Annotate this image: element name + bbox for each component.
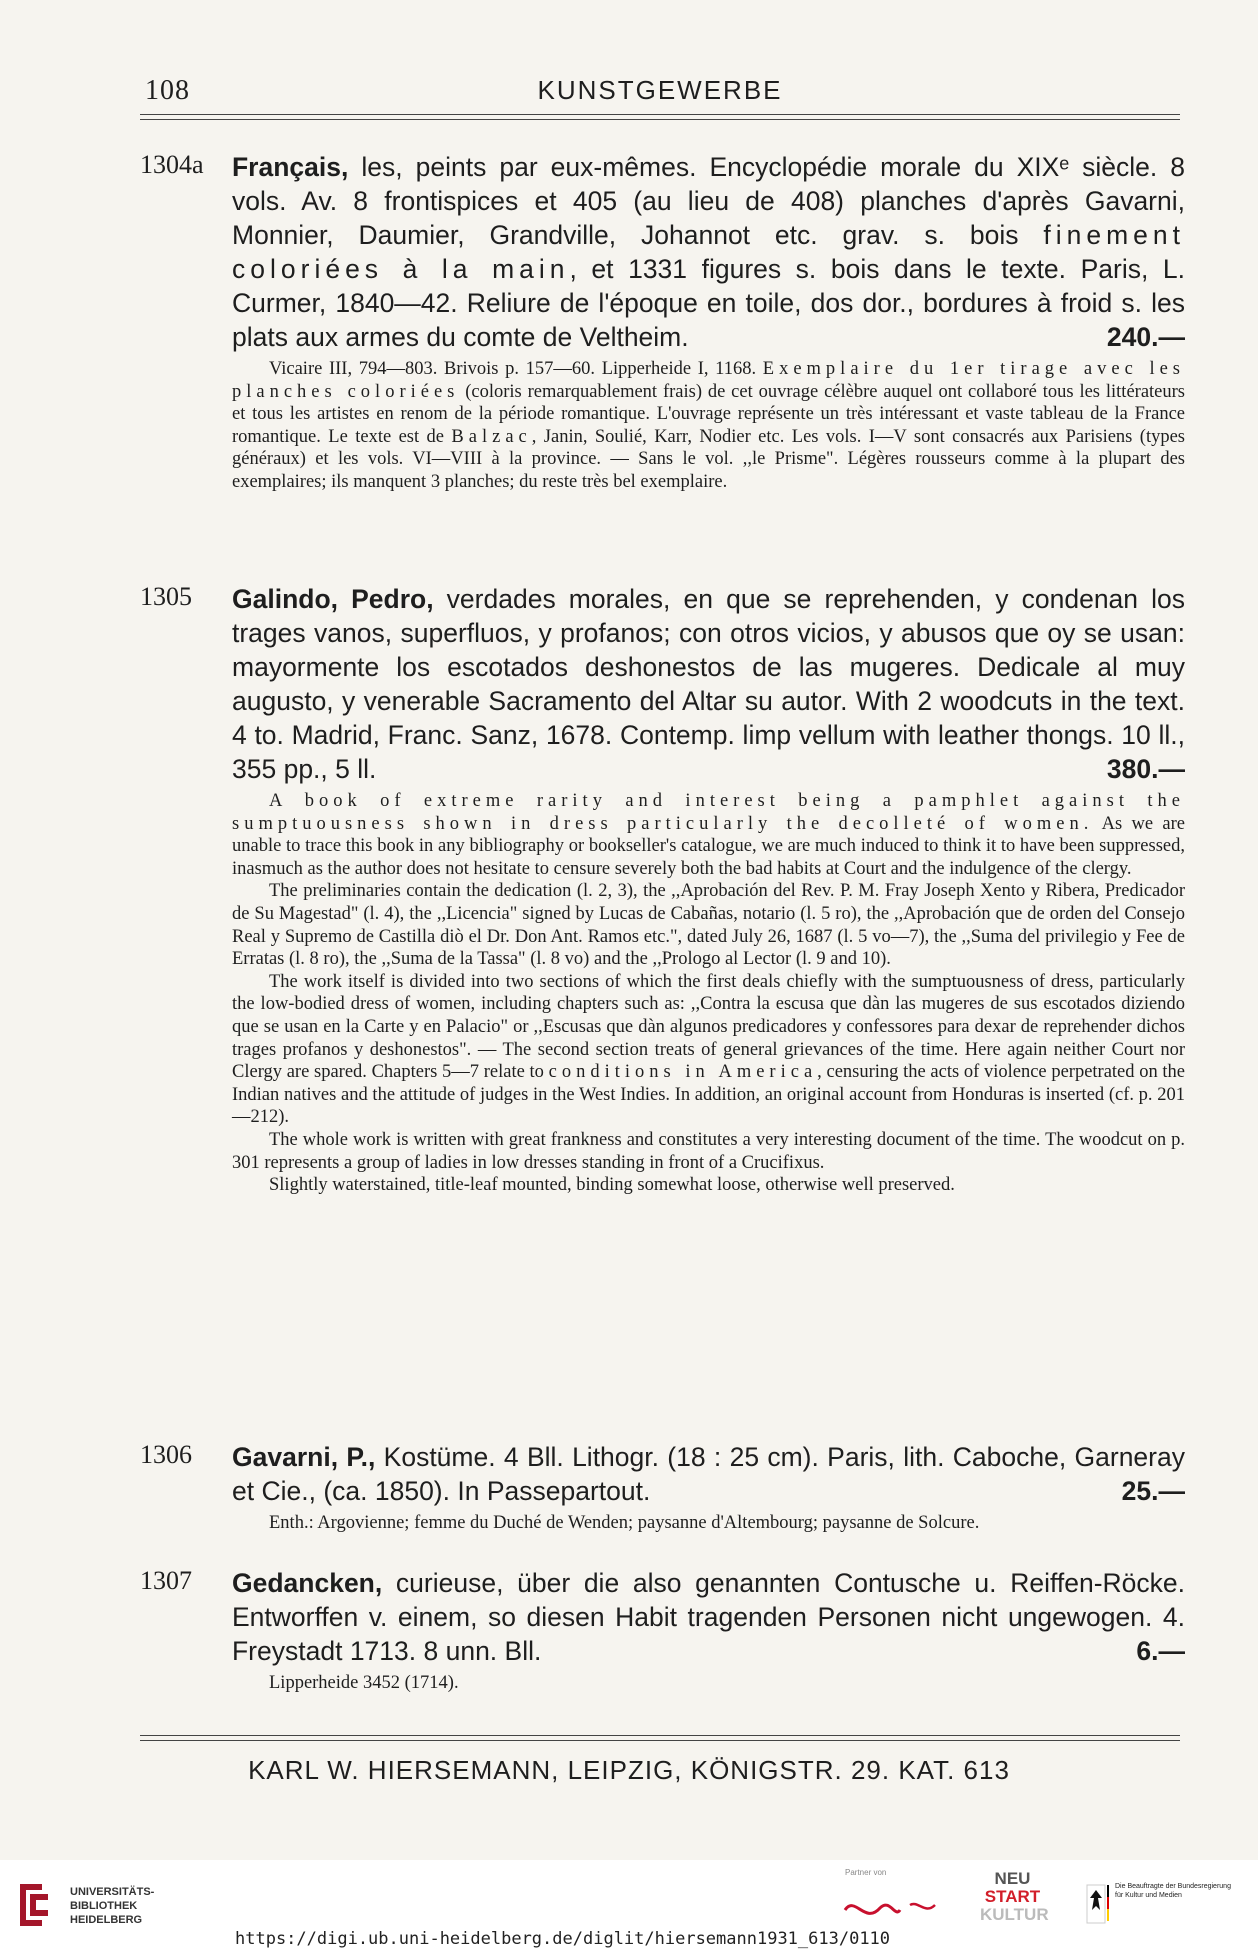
entry-author: Français, [232, 152, 349, 182]
note-text: , Janin, Soulié, Karr, Nodier etc. Les vols. I—V sont consacrés aux Parisiens (types généraux) et les vols. VI—VIII à la province. — Sans le vol. ,,le Prisme". Légères rousseurs comme à la plupart des exemplaires; ils manquent 3 planches; du reste très bel exemplaire. [232, 426, 1185, 492]
entry-author: Gavarni, P., [232, 1442, 376, 1472]
running-title: KUNSTGEWERBE [537, 75, 783, 105]
entry-1304a [140, 150, 1185, 494]
entry-description [232, 150, 1185, 354]
note-paragraph: Slightly waterstained, title-leaf mounted, binding somewhat loose, otherwise well preserved. [269, 1175, 955, 1196]
entry-text: verdades morales, en que se reprehenden, y condenan los trages vanos, superfluos, y profanos; con otros vicios, y abusos que oy se usan: mayormente los escotados deshonestos de las mugeres. Dedicale al muy augusto, y venerable Sacramento del Altar su autor. With 2 woodcuts in the text. 4 to. Madrid, Franc. Sanz, 1678. Contemp. limp vellum with leather thongs. 10 ll., 355 pp., 5 ll. [232, 584, 1186, 784]
note-text-spaced: conditions in America [548, 1062, 818, 1083]
entry-note [232, 1512, 1185, 1535]
note-text: As we are unable to trace this book in any bibliography or bookseller's catalogue, we are much induced to think it to have been suppressed, inasmuch as the author does not hesitate to censure severely both the bad habits at Court and the indulgence of the clergy. [232, 813, 1185, 879]
entry-note [232, 1672, 1185, 1695]
entry-text-spaced: finement coloriées à la main [232, 220, 1185, 284]
note-paragraph: Enth.: Argovienne; femme du Duché de Wenden; paysanne d'Altembourg; paysanne de Solcure. [269, 1513, 980, 1533]
entry-author: Gedancken, [232, 1568, 383, 1598]
footer-rule [140, 1735, 1180, 1741]
note-text-spaced: A book of extreme rarity and interest being a pamphlet against the sumptuousness shown in dress particularly the decolleté of women. [232, 791, 1185, 834]
entry-description [232, 582, 1185, 786]
note-text: The work itself is divided into two sections of which the first deals chiefly with the sumptuousness of dress, particularly the low-bodied dress of women, including chapters such as: ,,Contra la escusa que dàn las mugeres de sus escotados diziendo que se usan en la Carte y en Palacio" or ,,Escusas que dàn algunos predicadores y confessores para dexar de reprehender dichos trages profanos y deshonestos". — The second section treats of general grievances of the time. Here again neither Court nor Clergy are spared. Chapters 5—7 relate to [232, 971, 1185, 1083]
entry-text: les, peints par eux-mêmes. Encyclopédie morale du XIXᵉ siècle. 8 vols. Av. 8 frontispices et 405 (au lieu de 408) planches d'après Gavarni, Monnier, Daumier, Grandville, Johannot etc. grav. s. bois [232, 152, 1185, 250]
entry-price: 380.— [1106, 754, 1185, 784]
entry-text: , et 1331 figures s. bois dans le texte. Paris, L. Curmer, 1840—42. Reliure de l'époque en toile, dos dor., bordures à froid s. les plats aux armes du comte de Veltheim. [232, 254, 1185, 352]
entry-number: 1307 [140, 1566, 192, 1595]
note-text-spaced: Exemplaire du 1er tirage avec les planches coloriées [232, 359, 1185, 402]
note-paragraph: Lipperheide 3452 (1714). [269, 1673, 459, 1693]
entry-1305 [140, 582, 1185, 1197]
entry-price: 25.— [1121, 1476, 1185, 1506]
entry-number: 1304a [140, 150, 204, 179]
source-url[interactable]: https://digi.ub.uni-heidelberg.de/diglit/hiersemann1931_613/0110 [235, 1929, 891, 1949]
note-paragraph: The preliminaries contain the dedication (l. 2, 3), the ,,Aprobación del Rev. P. M. Fray Joseph Xento y Ribera, Predicador de Su Magestad" (l. 4), the ,,Licencia" signed by Lucas de Cabañas, notario (l. 5 ro), the ,,Aprobación que de orden del Consejo Real y Supremo de Castilla diò el Dr. Don Ant. Ramos etc.", dated July 26, 1687 (l. 5 vo—7), the ,,Suma del privilegio y Fee de Erratas (l. 8 ro), the ,,Suma de la Tassa" (l. 8 vo) and the ,,Prologo al Lector (l. 9 and 10). [232, 881, 1185, 970]
entry-price: 6.— [1136, 1636, 1185, 1666]
neustart-kultur-logo: NEU START KULTUR [980, 1869, 1049, 1924]
entry-note [232, 358, 1185, 494]
library-name: UNIVERSITÄTS- BIBLIOTHEK HEIDELBERG [70, 1886, 155, 1926]
entry-price: 240.— [1106, 322, 1185, 352]
partner-label: Partner von [845, 1868, 887, 1877]
note-paragraph: The whole work is written with great frankness and constitutes a very interesting document of the time. The woodcut on p. 301 represents a group of ladies in low dresses standing in front of a Crucifixus. [232, 1129, 1185, 1173]
partner-logo-icon [840, 1890, 960, 1930]
catalogue-footer: KARL W. HIERSEMANN, LEIPZIG, KÖNIGSTR. 29. KAT. 613 [248, 1755, 1010, 1785]
university-library-logo-icon [12, 1880, 57, 1930]
note-text: , censuring the acts of violence perpetrated on the Indian natives and the attitude of judges in the West Indies. In addition, an original account from Honduras is inserted (cf. p. 201—212). [232, 1062, 1186, 1128]
entry-description [232, 1566, 1185, 1668]
page-header [140, 75, 1180, 115]
entry-text: Kostüme. 4 Bll. Lithogr. (18 : 25 cm). Paris, lith. Caboche, Garneray et Cie., (ca. 1850). In Passepartout. [232, 1442, 1185, 1506]
bkm-label: Die Beauftragte der Bundesregierung für Kultur und Medien [1115, 1883, 1231, 1899]
entry-note [232, 790, 1185, 1197]
entry-author: Galindo, Pedro, [232, 584, 434, 614]
entry-1307 [140, 1566, 1185, 1695]
page-number: 108 [145, 75, 190, 106]
entry-number: 1306 [140, 1440, 192, 1469]
note-text: Vicaire III, 794—803. Brivois p. 157—60. Lipperheide I, 1168. [269, 359, 763, 379]
entry-description [232, 1440, 1185, 1508]
entry-number: 1305 [140, 582, 192, 611]
entry-text: curieuse, über die also genannten Contusche u. Reiffen-Röcke. Entworffen v. einem, so diesen Habit tragenden Personen nicht ungewogen. 4. Freystadt 1713. 8 unn. Bll. [232, 1568, 1185, 1666]
header-rule [140, 114, 1180, 120]
note-text-spaced: Balzac [451, 426, 532, 447]
entry-1306 [140, 1440, 1185, 1535]
note-text: (coloris remarquablement frais) de cet ouvrage célèbre auquel ont collaboré tous les littérateurs et tous les artistes en renom de la période romantique. L'ouvrage représente un très intéressant et vaste tableau de la France romantique. Le texte est de [232, 381, 1185, 447]
